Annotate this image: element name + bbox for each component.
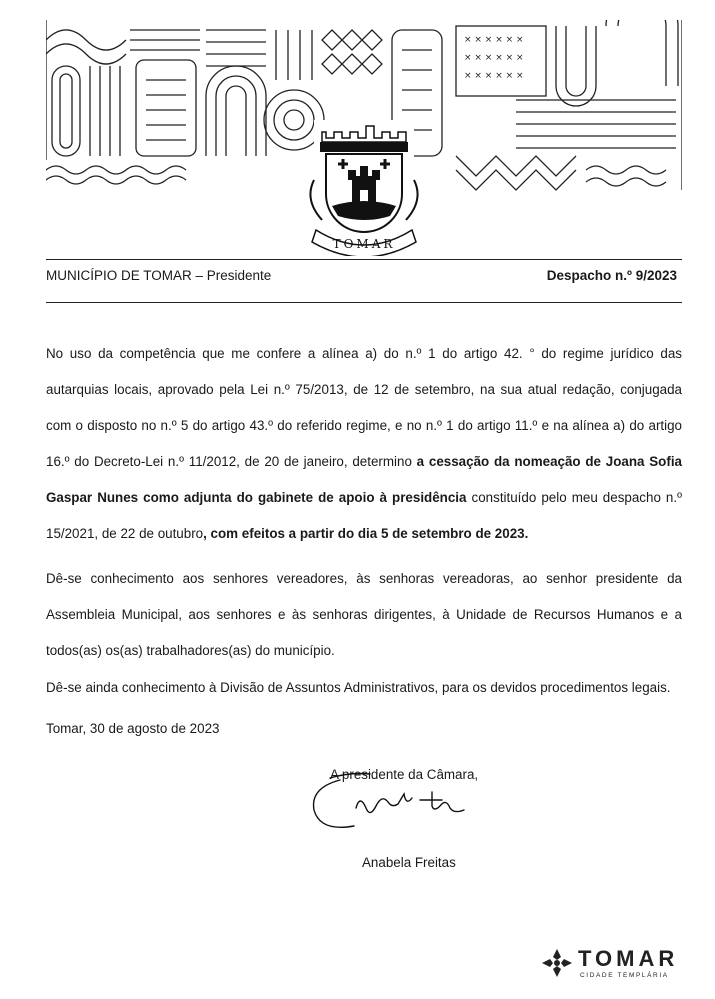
svg-text:× × × × × ×: × × × × × × (464, 71, 524, 81)
header-divider-bottom (46, 302, 682, 303)
paragraph-text: constituído pelo meu despacho n.º 15/2021, de 22 de outubro (46, 490, 682, 541)
paragraph-admin-notice: Dê-se ainda conhecimento à Divisão de Assuntos Administrativos, para os devidos procedimentos legais. (46, 680, 671, 695)
footer-brand: TOMAR (578, 946, 679, 971)
signatory-name: Anabela Freitas (362, 855, 456, 870)
issuer-label: MUNICÍPIO DE TOMAR – Presidente (46, 268, 272, 283)
paragraph-emphasis: a cessação da nomeação de Joana Sofia Gaspar Nunes como adjunta do gabinete de apoio à presidência (46, 454, 682, 505)
paragraph-text: No uso da competência que me confere a alínea a) do n.º 1 do artigo 42. ° do regime jurídico das autarquias locais, aprovado pela Lei n.º 75/2013, de 12 de setembro, na sua atual redação, conjugada com o disposto no n.º 5 do artigo 43.º do referido regime, e no n.º 1 do artigo 11.º e na alínea a) do artigo 16.º do Decreto-Lei n.º 11/2012, de 20 de janeiro, determino (46, 346, 682, 469)
crest-motto: TOMAR (332, 237, 396, 251)
footer-tagline: CIDADE TEMPLÁRIA (580, 972, 669, 979)
handwritten-signature (300, 770, 500, 840)
header-decorative-pattern (46, 20, 682, 256)
templar-cross-icon (540, 948, 574, 978)
paragraph-determination (46, 336, 682, 552)
document-number: Despacho n.º 9/2023 (546, 268, 677, 283)
header-divider-top (46, 259, 682, 260)
svg-text:× × × × × ×: × × × × × × (464, 35, 524, 45)
signatory-role: A presidente da Câmara, (330, 767, 479, 782)
svg-text:× × × × × ×: × × × × × × (464, 53, 524, 63)
place-and-date: Tomar, 30 de agosto de 2023 (46, 721, 220, 736)
paragraph-emphasis: , com efeitos a partir do dia 5 de setembro de 2023. (203, 526, 529, 541)
footer-logo (540, 944, 680, 986)
paragraph-notification: Dê-se conhecimento aos senhores vereadores, às senhoras vereadoras, ao senhor presidente da Assembleia Municipal, aos senhores e às senhoras dirigentes, à Unidade de Recursos Humanos e a todos(as) os(as) trabalhadores(as) do município. (46, 571, 682, 658)
